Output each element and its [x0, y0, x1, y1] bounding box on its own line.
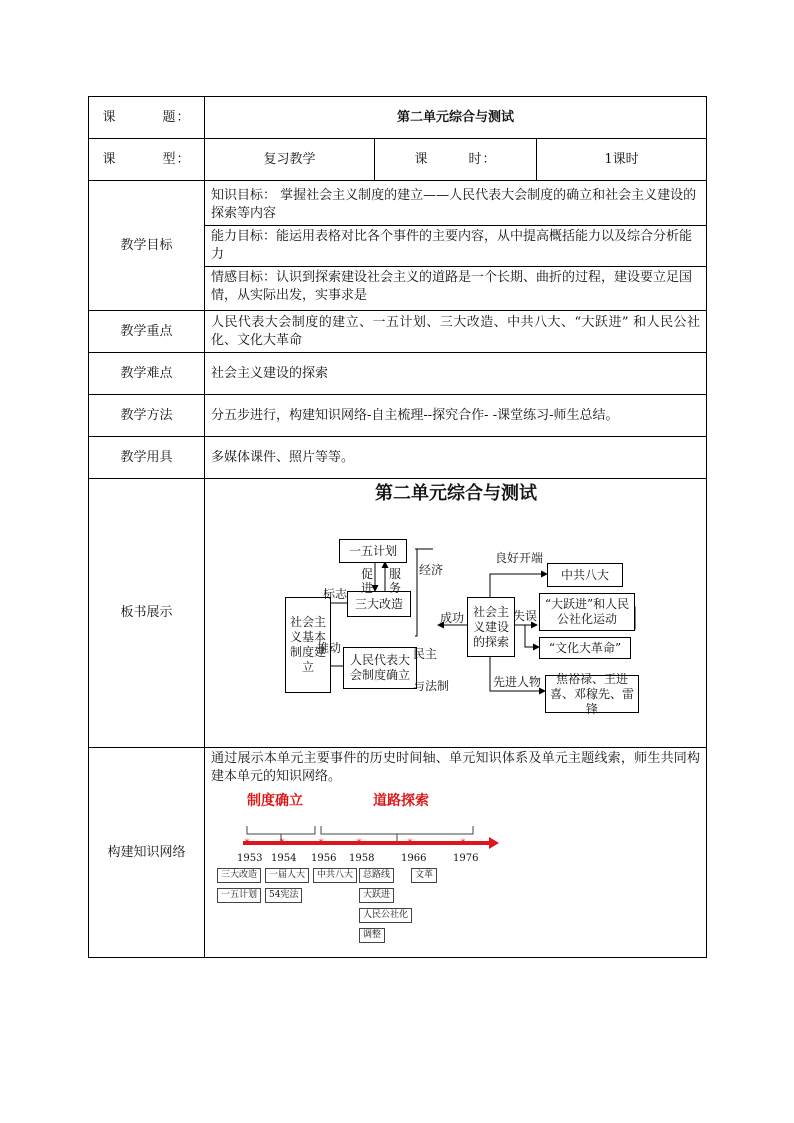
tools-value: 多媒体课件、照片等等。 — [205, 437, 707, 479]
lesson-plan-table — [88, 96, 707, 958]
year-1966: 1966 — [401, 853, 427, 864]
year-1956: 1956 — [311, 853, 337, 864]
svg-text:*: * — [318, 838, 324, 849]
year-1954: 1954 — [271, 853, 297, 864]
tag-general-line: 总路线 — [359, 868, 394, 883]
year-1953: 1953 — [237, 853, 263, 864]
method-row — [89, 395, 707, 437]
tag-cultural-revolution: 文革 — [411, 868, 437, 883]
label-push: 推动 — [317, 641, 342, 655]
tag-eighth-congress: 中共八大 — [313, 868, 357, 883]
board-diagram — [205, 479, 707, 748]
tools-row — [89, 437, 707, 479]
label-good-start: 良好开端 — [495, 551, 544, 565]
box-eighth-congress: 中共八大 — [547, 563, 623, 587]
year-1958: 1958 — [349, 853, 375, 864]
box-socialist-exploration: 社会主义建设的探索 — [467, 597, 515, 657]
difficult-row — [89, 353, 707, 395]
svg-text:*: * — [407, 838, 413, 849]
key-value: 人民代表大会制度的建立、一五计划、三大改造、中共八大、“大跃进” 和人民公社化、文化大革命 — [205, 311, 707, 353]
type-value: 复习教学 — [205, 139, 375, 181]
phase-system: 制度确立 — [247, 793, 303, 809]
goal-emotion: 情感目标：认识到探索建设社会主义的道路是一个长期、曲折的过程，建设要立足国情，从实际出发，实事求是 — [211, 269, 693, 303]
box-cultural-revolution: “文化大革命” — [539, 637, 631, 659]
box-npc-system: 人民代表大会制度确立 — [343, 647, 417, 689]
label-law: 与法制 — [413, 679, 450, 693]
tag-five-year-plan: 一五计划 — [217, 888, 261, 903]
key-row — [89, 311, 707, 353]
label-democracy: 民主 — [413, 647, 438, 661]
label-mark: 标志 — [323, 587, 348, 601]
label-advanced: 先进人物 — [493, 675, 542, 689]
lesson-title: 第二单元综合与测试 — [205, 97, 707, 139]
board-row — [89, 479, 707, 748]
time-label: 课 时： — [375, 139, 537, 181]
network-row — [89, 748, 707, 958]
goal-ability: 能力目标：能运用表格对比各个事件的主要内容，从中提高概括能力以及综合分析能力 — [205, 226, 706, 267]
svg-text:*: * — [460, 838, 466, 849]
type-row — [89, 139, 707, 181]
svg-text:*: * — [244, 838, 250, 849]
box-advanced-people: 焦裕禄、王进喜、邓稼先、雷锋 — [545, 675, 639, 713]
goals-row — [89, 181, 707, 311]
goal-knowledge: 知识目标： 掌握社会主义制度的建立——人民代表大会制度的确立和社会主义建设的探索等内容 — [205, 185, 706, 226]
network-content — [205, 748, 707, 958]
network-intro: 通过展示本单元主要事件的历史时间轴、单元知识体系及单元主题线索，师生共同构建本单元的知识网络。 — [211, 751, 701, 784]
year-1976: 1976 — [453, 853, 479, 864]
difficult-value: 社会主义建设的探索 — [205, 353, 707, 395]
svg-text:*: * — [356, 838, 362, 849]
label-success: 成功 — [440, 611, 465, 625]
tag-communes: 人民公社化 — [359, 908, 412, 923]
tag-first-npc: 一届人大 — [265, 868, 309, 883]
board-label: 板书展示 — [89, 479, 205, 748]
label-serve: 服务 — [389, 567, 402, 595]
box-three-reforms: 三大改造 — [347, 591, 411, 617]
network-label: 构建知识网络 — [89, 748, 205, 958]
box-socialist-system: 社会主义基本制度建立 — [285, 597, 331, 693]
time-value: 1课时 — [537, 139, 707, 181]
phase-road: 道路探索 — [373, 793, 429, 809]
key-label: 教学重点 — [89, 311, 205, 353]
goals-content — [205, 181, 707, 311]
box-great-leap: “大跃进”和人民公社化运动 — [539, 593, 635, 631]
tag-adjustment: 调整 — [359, 928, 385, 943]
tools-label: 教学用具 — [89, 437, 205, 479]
method-label: 教学方法 — [89, 395, 205, 437]
tag-54-constitution: 54宪法 — [265, 888, 302, 903]
tag-three-reforms: 三大改造 — [217, 868, 261, 883]
box-five-year-plan: 一五计划 — [339, 539, 407, 563]
goals-label: 教学目标 — [89, 181, 205, 311]
method-value: 分五步进行，构建知识网络-自主梳理--探究合作- -课堂练习-师生总结。 — [205, 395, 707, 437]
label-promote: 促进 — [361, 567, 374, 595]
topic-label: 课 题： — [89, 97, 205, 139]
topic-row — [89, 97, 707, 139]
label-mistake: 失误 — [513, 609, 538, 623]
board-title: 第二单元综合与测试 — [375, 483, 537, 504]
type-label: 课 型： — [89, 139, 205, 181]
label-economy: 经济 — [419, 563, 444, 577]
svg-text:*: * — [279, 838, 285, 849]
tag-great-leap: 大跃进 — [359, 888, 394, 903]
timeline — [205, 788, 707, 948]
difficult-label: 教学难点 — [89, 353, 205, 395]
